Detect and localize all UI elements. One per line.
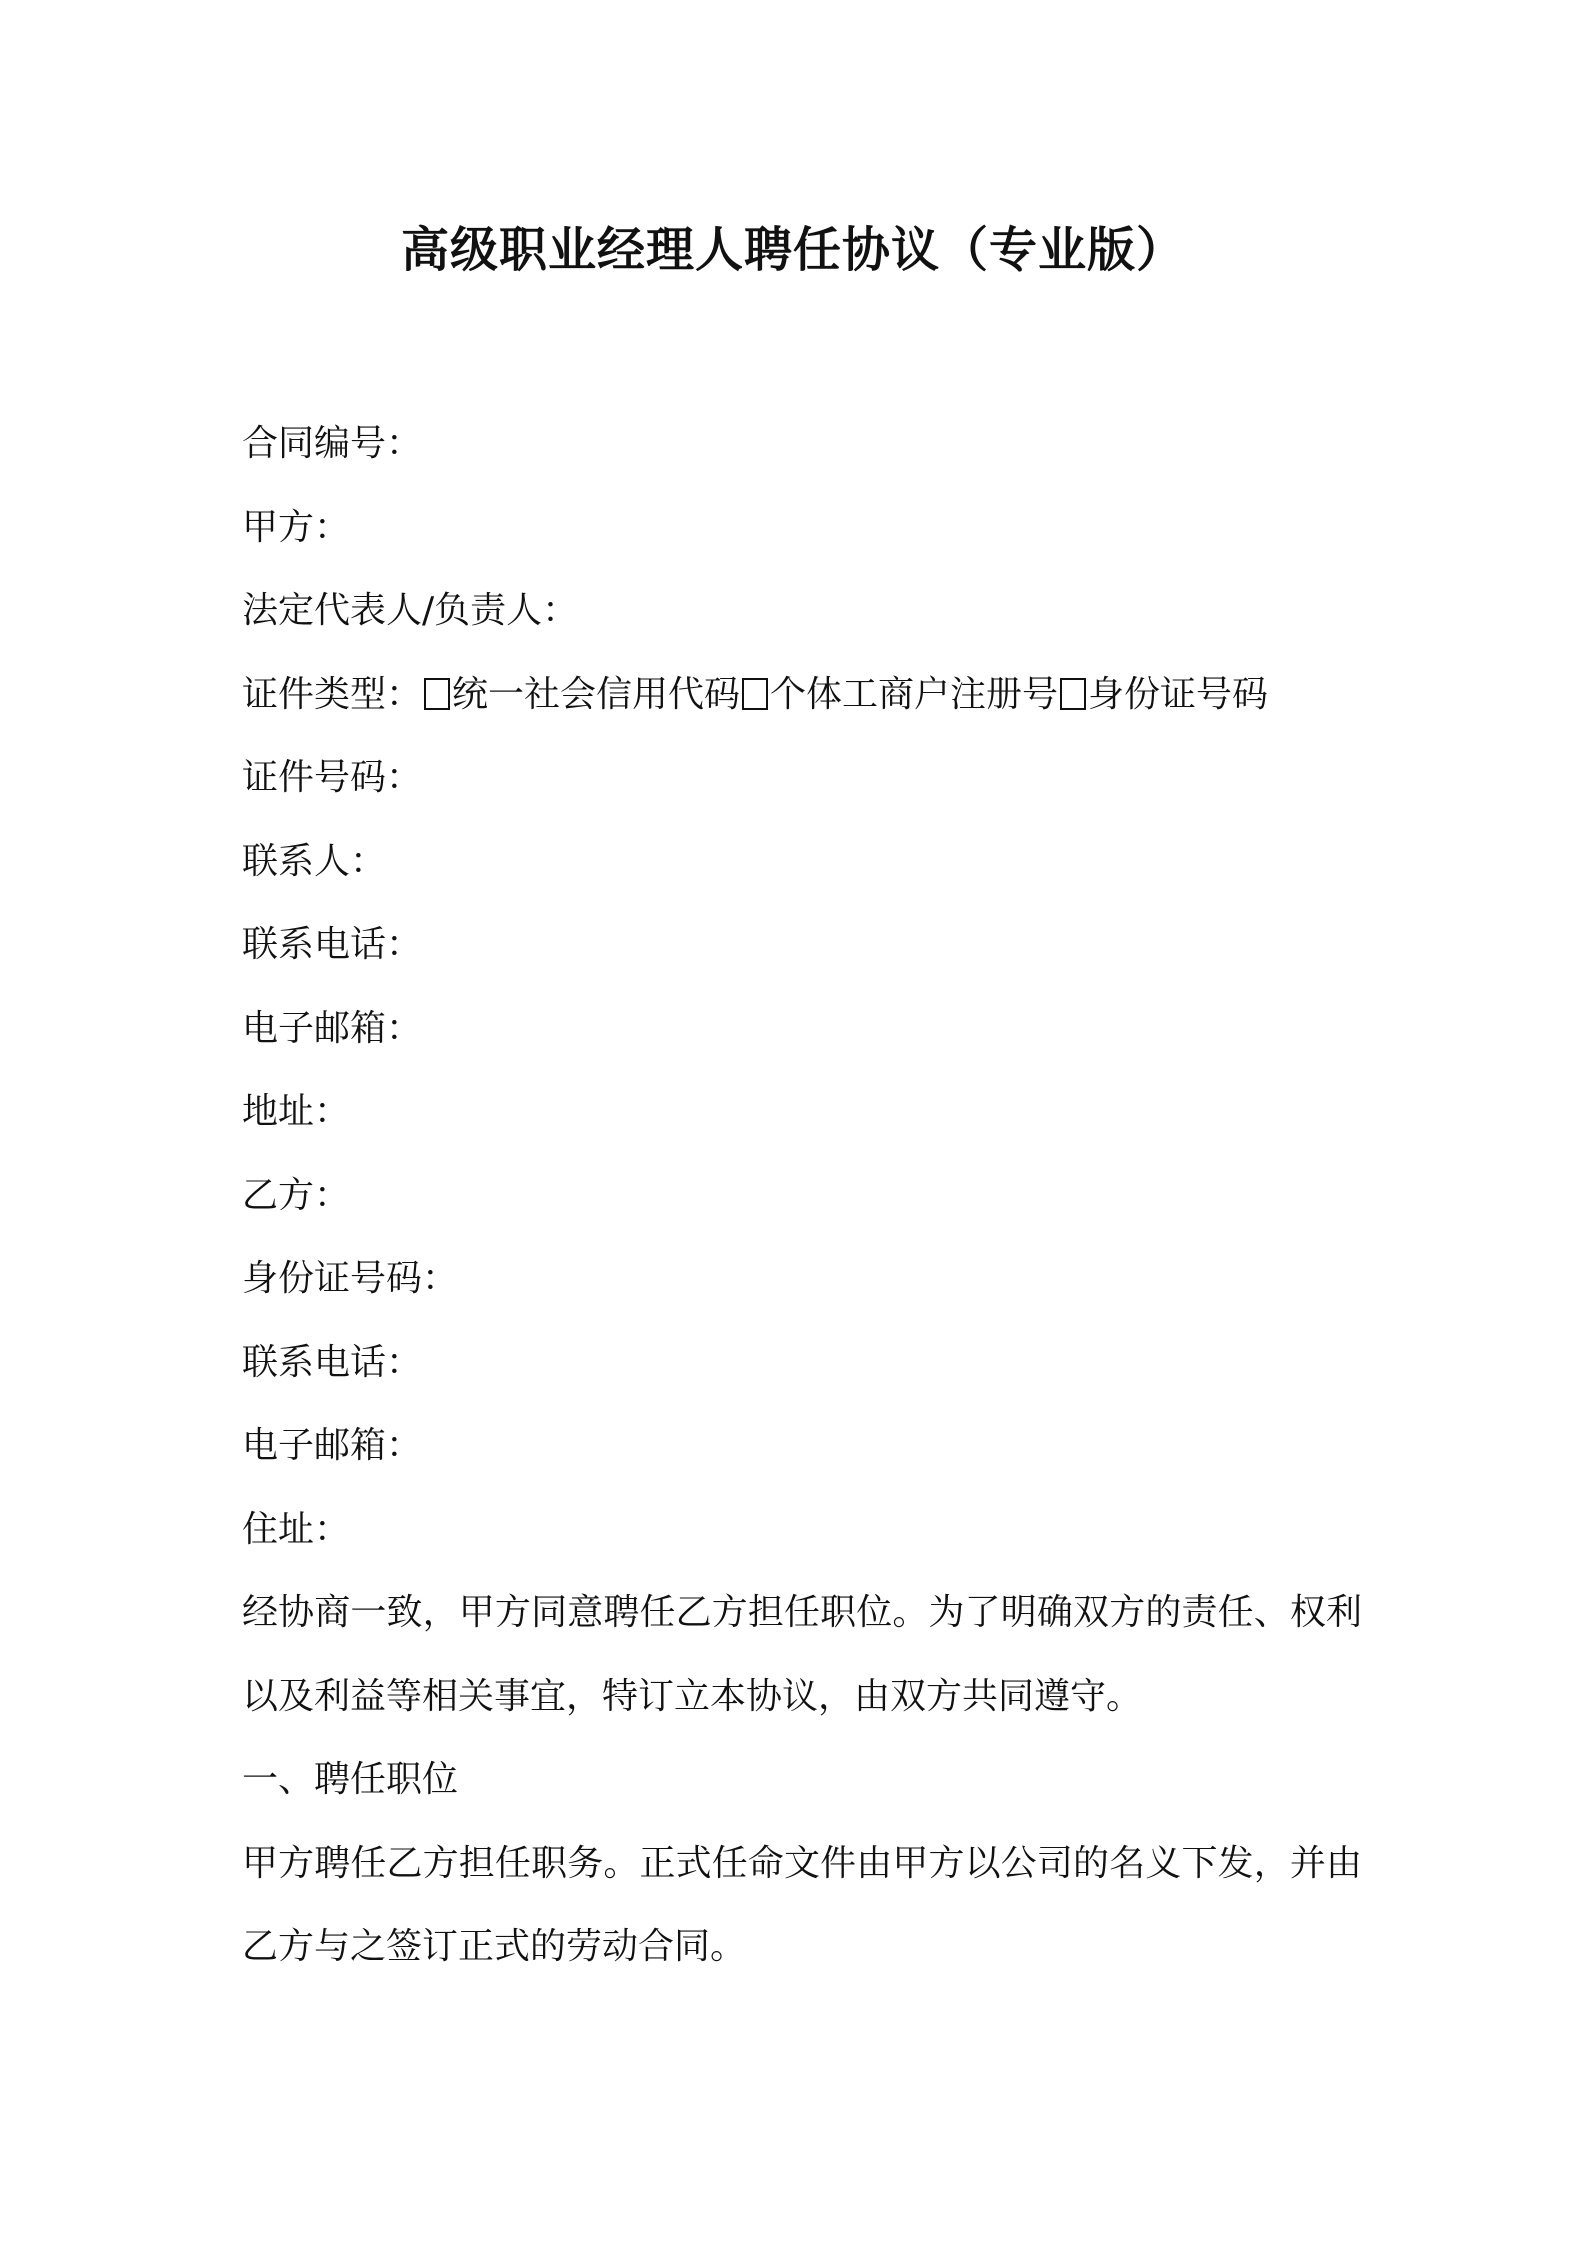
legal-representative-field: 法定代表人/负责人： [242,590,579,631]
id-type-label: 证件类型： [242,673,423,715]
party-a-address-field: 地址： [242,1091,351,1132]
preamble-paragraph: 经协商一致，甲方同意聘任乙方担任职位。为了明确双方的责任、权利以及利益等相关事宜，特订立本协议，由双方共同遵守。 [242,1592,1362,1717]
option-unified-credit-code: 统一社会信用代码 [452,673,741,715]
section-1-heading: 一、聘任职位 [242,1759,459,1800]
section-1-paragraph: 甲方聘任乙方担任职务。正式任命文件由甲方以公司的名义下发，并由乙方与之签订正式的劳动合同。 [242,1842,1362,1967]
contact-person-field: 联系人： [242,840,387,882]
document-body [242,402,1362,1989]
id-number-field: 证件号码： [242,757,423,798]
party-a-email-field: 电子邮箱： [242,1007,423,1049]
checkbox-unified-credit-code[interactable] [424,678,450,710]
party-a-field: 甲方： [242,506,351,548]
party-a-phone-field: 联系电话： [242,924,423,965]
option-business-registration-no: 个体工商户注册号 [770,673,1059,715]
id-type-field [242,653,1362,737]
party-b-field: 乙方： [242,1174,351,1216]
party-b-email-field: 电子邮箱： [242,1425,423,1466]
option-id-card-no: 身份证号码 [1088,673,1269,715]
contract-number-field: 合同编号： [242,423,423,464]
document-title: 高级职业经理人聘任协议（专业版） [400,222,1185,278]
party-b-residence-field: 住址： [242,1508,351,1550]
checkbox-business-registration-no[interactable] [742,678,768,710]
checkbox-id-card-no[interactable] [1060,678,1086,710]
party-b-id-card-field: 身份证号码： [242,1258,459,1299]
party-b-phone-field: 联系电话： [242,1341,423,1383]
